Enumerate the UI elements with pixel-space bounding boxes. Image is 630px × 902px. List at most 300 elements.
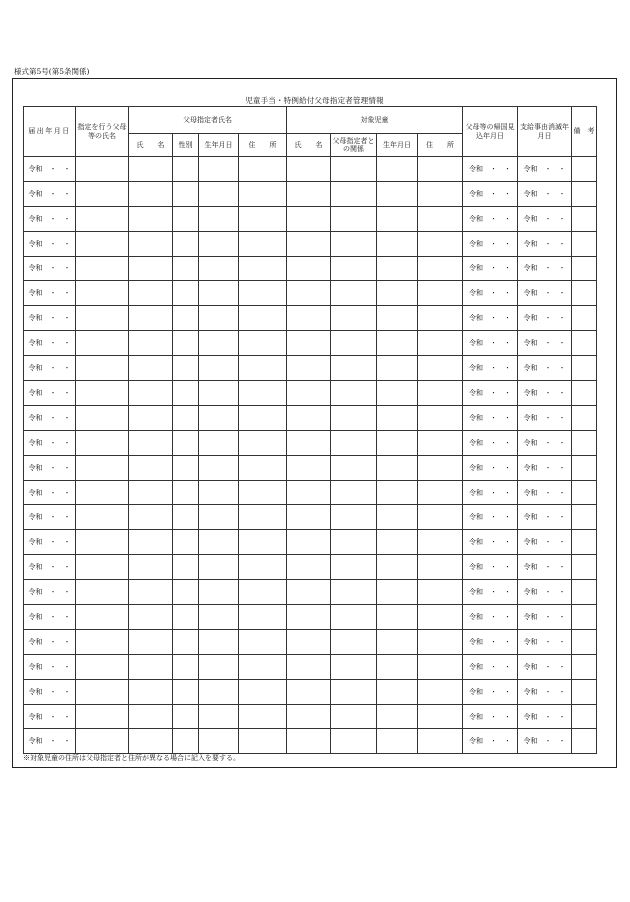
table-cell[interactable] [129, 605, 173, 630]
table-cell[interactable] [173, 605, 199, 630]
table-cell[interactable] [331, 306, 377, 331]
table-cell[interactable] [239, 679, 287, 704]
return-date-cell[interactable]: 令和 ・ ・ [463, 281, 518, 306]
table-cell[interactable] [239, 629, 287, 654]
table-cell[interactable] [572, 455, 597, 480]
cause-date-cell[interactable]: 令和 ・ ・ [518, 430, 572, 455]
table-cell[interactable] [287, 580, 331, 605]
table-cell[interactable] [76, 455, 129, 480]
table-cell[interactable] [572, 381, 597, 406]
table-cell[interactable] [572, 181, 597, 206]
table-cell[interactable] [173, 356, 199, 381]
return-date-cell[interactable]: 令和 ・ ・ [463, 331, 518, 356]
table-cell[interactable] [199, 605, 239, 630]
table-cell[interactable] [418, 704, 463, 729]
table-cell[interactable] [287, 505, 331, 530]
table-cell[interactable] [76, 654, 129, 679]
table-cell[interactable] [76, 430, 129, 455]
notification-date-cell[interactable]: 令和 ・ ・ [24, 256, 76, 281]
table-cell[interactable] [572, 679, 597, 704]
return-date-cell[interactable]: 令和 ・ ・ [463, 654, 518, 679]
table-cell[interactable] [239, 306, 287, 331]
cause-date-cell[interactable]: 令和 ・ ・ [518, 405, 572, 430]
table-cell[interactable] [239, 580, 287, 605]
cause-date-cell[interactable]: 令和 ・ ・ [518, 629, 572, 654]
table-cell[interactable] [377, 256, 418, 281]
table-cell[interactable] [287, 356, 331, 381]
table-cell[interactable] [331, 231, 377, 256]
cause-date-cell[interactable]: 令和 ・ ・ [518, 654, 572, 679]
table-cell[interactable] [173, 256, 199, 281]
table-cell[interactable] [287, 331, 331, 356]
return-date-cell[interactable]: 令和 ・ ・ [463, 430, 518, 455]
table-cell[interactable] [377, 206, 418, 231]
table-cell[interactable] [76, 679, 129, 704]
table-cell[interactable] [173, 455, 199, 480]
table-cell[interactable] [129, 356, 173, 381]
table-cell[interactable] [331, 605, 377, 630]
notification-date-cell[interactable]: 令和 ・ ・ [24, 430, 76, 455]
return-date-cell[interactable]: 令和 ・ ・ [463, 306, 518, 331]
table-cell[interactable] [76, 381, 129, 406]
table-cell[interactable] [572, 206, 597, 231]
table-cell[interactable] [199, 331, 239, 356]
return-date-cell[interactable]: 令和 ・ ・ [463, 256, 518, 281]
table-cell[interactable] [129, 555, 173, 580]
table-cell[interactable] [239, 729, 287, 754]
notification-date-cell[interactable]: 令和 ・ ・ [24, 181, 76, 206]
table-cell[interactable] [418, 256, 463, 281]
table-cell[interactable] [173, 580, 199, 605]
table-cell[interactable] [572, 356, 597, 381]
table-cell[interactable] [287, 679, 331, 704]
cause-date-cell[interactable]: 令和 ・ ・ [518, 704, 572, 729]
table-cell[interactable] [418, 381, 463, 406]
table-cell[interactable] [129, 206, 173, 231]
return-date-cell[interactable]: 令和 ・ ・ [463, 605, 518, 630]
table-cell[interactable] [199, 256, 239, 281]
cause-date-cell[interactable]: 令和 ・ ・ [518, 555, 572, 580]
table-cell[interactable] [287, 480, 331, 505]
table-cell[interactable] [199, 206, 239, 231]
table-cell[interactable] [129, 306, 173, 331]
table-cell[interactable] [76, 356, 129, 381]
table-cell[interactable] [377, 405, 418, 430]
table-cell[interactable] [199, 679, 239, 704]
table-cell[interactable] [239, 356, 287, 381]
notification-date-cell[interactable]: 令和 ・ ・ [24, 555, 76, 580]
table-cell[interactable] [173, 206, 199, 231]
table-cell[interactable] [331, 356, 377, 381]
cause-date-cell[interactable]: 令和 ・ ・ [518, 356, 572, 381]
notification-date-cell[interactable]: 令和 ・ ・ [24, 157, 76, 182]
table-cell[interactable] [239, 480, 287, 505]
cause-date-cell[interactable]: 令和 ・ ・ [518, 206, 572, 231]
table-cell[interactable] [377, 157, 418, 182]
table-cell[interactable] [129, 704, 173, 729]
notification-date-cell[interactable]: 令和 ・ ・ [24, 580, 76, 605]
table-cell[interactable] [199, 629, 239, 654]
table-cell[interactable] [129, 231, 173, 256]
table-cell[interactable] [199, 157, 239, 182]
notification-date-cell[interactable]: 令和 ・ ・ [24, 605, 76, 630]
table-cell[interactable] [173, 629, 199, 654]
table-cell[interactable] [377, 654, 418, 679]
table-cell[interactable] [287, 405, 331, 430]
table-cell[interactable] [572, 654, 597, 679]
table-cell[interactable] [287, 206, 331, 231]
cause-date-cell[interactable]: 令和 ・ ・ [518, 181, 572, 206]
cause-date-cell[interactable]: 令和 ・ ・ [518, 605, 572, 630]
return-date-cell[interactable]: 令和 ・ ・ [463, 704, 518, 729]
table-cell[interactable] [76, 231, 129, 256]
table-cell[interactable] [377, 629, 418, 654]
notification-date-cell[interactable]: 令和 ・ ・ [24, 455, 76, 480]
table-cell[interactable] [199, 654, 239, 679]
table-cell[interactable] [199, 505, 239, 530]
table-cell[interactable] [129, 505, 173, 530]
table-cell[interactable] [331, 206, 377, 231]
table-cell[interactable] [129, 729, 173, 754]
table-cell[interactable] [418, 405, 463, 430]
cause-date-cell[interactable]: 令和 ・ ・ [518, 729, 572, 754]
table-cell[interactable] [418, 505, 463, 530]
table-cell[interactable] [199, 231, 239, 256]
notification-date-cell[interactable]: 令和 ・ ・ [24, 381, 76, 406]
table-cell[interactable] [199, 356, 239, 381]
notification-date-cell[interactable]: 令和 ・ ・ [24, 231, 76, 256]
table-cell[interactable] [173, 654, 199, 679]
cause-date-cell[interactable]: 令和 ・ ・ [518, 679, 572, 704]
table-cell[interactable] [287, 281, 331, 306]
table-cell[interactable] [572, 231, 597, 256]
table-cell[interactable] [331, 654, 377, 679]
table-cell[interactable] [76, 256, 129, 281]
table-cell[interactable] [572, 629, 597, 654]
notification-date-cell[interactable]: 令和 ・ ・ [24, 306, 76, 331]
notification-date-cell[interactable]: 令和 ・ ・ [24, 405, 76, 430]
table-cell[interactable] [129, 629, 173, 654]
table-cell[interactable] [572, 580, 597, 605]
table-cell[interactable] [76, 704, 129, 729]
return-date-cell[interactable]: 令和 ・ ・ [463, 381, 518, 406]
table-cell[interactable] [199, 381, 239, 406]
table-cell[interactable] [287, 555, 331, 580]
table-cell[interactable] [199, 405, 239, 430]
table-cell[interactable] [418, 181, 463, 206]
return-date-cell[interactable]: 令和 ・ ・ [463, 555, 518, 580]
table-cell[interactable] [572, 430, 597, 455]
return-date-cell[interactable]: 令和 ・ ・ [463, 480, 518, 505]
table-cell[interactable] [76, 729, 129, 754]
notification-date-cell[interactable]: 令和 ・ ・ [24, 356, 76, 381]
table-cell[interactable] [129, 455, 173, 480]
table-cell[interactable] [331, 430, 377, 455]
table-cell[interactable] [129, 405, 173, 430]
notification-date-cell[interactable]: 令和 ・ ・ [24, 281, 76, 306]
table-cell[interactable] [173, 157, 199, 182]
table-cell[interactable] [287, 181, 331, 206]
table-cell[interactable] [331, 455, 377, 480]
return-date-cell[interactable]: 令和 ・ ・ [463, 181, 518, 206]
table-cell[interactable] [239, 605, 287, 630]
table-cell[interactable] [377, 679, 418, 704]
table-cell[interactable] [377, 505, 418, 530]
table-cell[interactable] [76, 629, 129, 654]
table-cell[interactable] [331, 679, 377, 704]
table-cell[interactable] [331, 405, 377, 430]
table-cell[interactable] [572, 405, 597, 430]
table-cell[interactable] [418, 605, 463, 630]
table-cell[interactable] [377, 231, 418, 256]
notification-date-cell[interactable]: 令和 ・ ・ [24, 729, 76, 754]
notification-date-cell[interactable]: 令和 ・ ・ [24, 704, 76, 729]
table-cell[interactable] [173, 480, 199, 505]
table-cell[interactable] [418, 331, 463, 356]
table-cell[interactable] [331, 256, 377, 281]
return-date-cell[interactable]: 令和 ・ ・ [463, 505, 518, 530]
table-cell[interactable] [129, 654, 173, 679]
table-cell[interactable] [572, 256, 597, 281]
table-cell[interactable] [199, 530, 239, 555]
table-cell[interactable] [377, 530, 418, 555]
notification-date-cell[interactable]: 令和 ・ ・ [24, 331, 76, 356]
table-cell[interactable] [173, 430, 199, 455]
table-cell[interactable] [572, 505, 597, 530]
table-cell[interactable] [173, 181, 199, 206]
table-cell[interactable] [418, 306, 463, 331]
notification-date-cell[interactable]: 令和 ・ ・ [24, 505, 76, 530]
table-cell[interactable] [199, 455, 239, 480]
cause-date-cell[interactable]: 令和 ・ ・ [518, 381, 572, 406]
table-cell[interactable] [76, 530, 129, 555]
table-cell[interactable] [418, 430, 463, 455]
table-cell[interactable] [331, 480, 377, 505]
table-cell[interactable] [199, 580, 239, 605]
table-cell[interactable] [199, 306, 239, 331]
notification-date-cell[interactable]: 令和 ・ ・ [24, 679, 76, 704]
table-cell[interactable] [418, 555, 463, 580]
table-cell[interactable] [572, 331, 597, 356]
table-cell[interactable] [331, 629, 377, 654]
notification-date-cell[interactable]: 令和 ・ ・ [24, 480, 76, 505]
table-cell[interactable] [377, 181, 418, 206]
table-cell[interactable] [331, 281, 377, 306]
table-cell[interactable] [331, 331, 377, 356]
table-cell[interactable] [239, 430, 287, 455]
return-date-cell[interactable]: 令和 ・ ・ [463, 157, 518, 182]
table-cell[interactable] [239, 505, 287, 530]
table-cell[interactable] [239, 530, 287, 555]
table-cell[interactable] [418, 654, 463, 679]
table-cell[interactable] [129, 430, 173, 455]
table-cell[interactable] [377, 331, 418, 356]
table-cell[interactable] [377, 729, 418, 754]
table-cell[interactable] [76, 331, 129, 356]
cause-date-cell[interactable]: 令和 ・ ・ [518, 231, 572, 256]
table-cell[interactable] [287, 430, 331, 455]
table-cell[interactable] [331, 555, 377, 580]
table-cell[interactable] [418, 580, 463, 605]
table-cell[interactable] [173, 405, 199, 430]
table-cell[interactable] [173, 505, 199, 530]
table-cell[interactable] [331, 381, 377, 406]
table-cell[interactable] [129, 256, 173, 281]
table-cell[interactable] [418, 629, 463, 654]
table-cell[interactable] [572, 480, 597, 505]
table-cell[interactable] [287, 231, 331, 256]
table-cell[interactable] [129, 157, 173, 182]
return-date-cell[interactable]: 令和 ・ ・ [463, 356, 518, 381]
table-cell[interactable] [287, 729, 331, 754]
table-cell[interactable] [173, 231, 199, 256]
return-date-cell[interactable]: 令和 ・ ・ [463, 405, 518, 430]
table-cell[interactable] [287, 157, 331, 182]
table-cell[interactable] [129, 281, 173, 306]
return-date-cell[interactable]: 令和 ・ ・ [463, 729, 518, 754]
notification-date-cell[interactable]: 令和 ・ ・ [24, 206, 76, 231]
cause-date-cell[interactable]: 令和 ・ ・ [518, 455, 572, 480]
table-cell[interactable] [76, 281, 129, 306]
return-date-cell[interactable]: 令和 ・ ・ [463, 455, 518, 480]
cause-date-cell[interactable]: 令和 ・ ・ [518, 505, 572, 530]
table-cell[interactable] [287, 530, 331, 555]
table-cell[interactable] [287, 704, 331, 729]
table-cell[interactable] [287, 654, 331, 679]
cause-date-cell[interactable]: 令和 ・ ・ [518, 306, 572, 331]
table-cell[interactable] [173, 381, 199, 406]
table-cell[interactable] [418, 679, 463, 704]
table-cell[interactable] [239, 704, 287, 729]
table-cell[interactable] [377, 480, 418, 505]
table-cell[interactable] [377, 555, 418, 580]
table-cell[interactable] [199, 704, 239, 729]
table-cell[interactable] [199, 555, 239, 580]
table-cell[interactable] [239, 281, 287, 306]
cause-date-cell[interactable]: 令和 ・ ・ [518, 157, 572, 182]
table-cell[interactable] [199, 480, 239, 505]
table-cell[interactable] [199, 729, 239, 754]
table-cell[interactable] [76, 157, 129, 182]
table-cell[interactable] [418, 281, 463, 306]
table-cell[interactable] [76, 605, 129, 630]
table-cell[interactable] [377, 356, 418, 381]
table-cell[interactable] [173, 555, 199, 580]
return-date-cell[interactable]: 令和 ・ ・ [463, 231, 518, 256]
table-cell[interactable] [377, 605, 418, 630]
table-cell[interactable] [239, 555, 287, 580]
return-date-cell[interactable]: 令和 ・ ・ [463, 629, 518, 654]
table-cell[interactable] [173, 704, 199, 729]
table-cell[interactable] [239, 231, 287, 256]
table-cell[interactable] [572, 605, 597, 630]
table-cell[interactable] [572, 157, 597, 182]
cause-date-cell[interactable]: 令和 ・ ・ [518, 530, 572, 555]
table-cell[interactable] [418, 729, 463, 754]
cause-date-cell[interactable]: 令和 ・ ・ [518, 480, 572, 505]
table-cell[interactable] [418, 206, 463, 231]
table-cell[interactable] [287, 306, 331, 331]
cause-date-cell[interactable]: 令和 ・ ・ [518, 331, 572, 356]
table-cell[interactable] [129, 580, 173, 605]
table-cell[interactable] [377, 281, 418, 306]
table-cell[interactable] [287, 455, 331, 480]
table-cell[interactable] [331, 729, 377, 754]
table-cell[interactable] [418, 455, 463, 480]
table-cell[interactable] [129, 480, 173, 505]
table-cell[interactable] [76, 181, 129, 206]
table-cell[interactable] [377, 430, 418, 455]
table-cell[interactable] [173, 331, 199, 356]
table-cell[interactable] [173, 729, 199, 754]
table-cell[interactable] [377, 580, 418, 605]
table-cell[interactable] [331, 505, 377, 530]
table-cell[interactable] [287, 381, 331, 406]
table-cell[interactable] [239, 405, 287, 430]
return-date-cell[interactable]: 令和 ・ ・ [463, 679, 518, 704]
table-cell[interactable] [239, 256, 287, 281]
table-cell[interactable] [199, 281, 239, 306]
cause-date-cell[interactable]: 令和 ・ ・ [518, 281, 572, 306]
table-cell[interactable] [173, 530, 199, 555]
table-cell[interactable] [129, 381, 173, 406]
table-cell[interactable] [572, 704, 597, 729]
table-cell[interactable] [76, 306, 129, 331]
table-cell[interactable] [129, 530, 173, 555]
table-cell[interactable] [418, 231, 463, 256]
table-cell[interactable] [572, 281, 597, 306]
table-cell[interactable] [76, 480, 129, 505]
table-cell[interactable] [377, 381, 418, 406]
table-cell[interactable] [572, 306, 597, 331]
table-cell[interactable] [239, 181, 287, 206]
table-cell[interactable] [239, 654, 287, 679]
table-cell[interactable] [173, 281, 199, 306]
table-cell[interactable] [76, 555, 129, 580]
table-cell[interactable] [239, 206, 287, 231]
table-cell[interactable] [331, 157, 377, 182]
table-cell[interactable] [287, 629, 331, 654]
return-date-cell[interactable]: 令和 ・ ・ [463, 580, 518, 605]
cause-date-cell[interactable]: 令和 ・ ・ [518, 256, 572, 281]
table-cell[interactable] [418, 356, 463, 381]
return-date-cell[interactable]: 令和 ・ ・ [463, 530, 518, 555]
table-cell[interactable] [129, 331, 173, 356]
table-cell[interactable] [331, 530, 377, 555]
table-cell[interactable] [418, 480, 463, 505]
return-date-cell[interactable]: 令和 ・ ・ [463, 206, 518, 231]
notification-date-cell[interactable]: 令和 ・ ・ [24, 629, 76, 654]
table-cell[interactable] [76, 580, 129, 605]
cause-date-cell[interactable]: 令和 ・ ・ [518, 580, 572, 605]
table-cell[interactable] [572, 530, 597, 555]
table-cell[interactable] [199, 430, 239, 455]
table-cell[interactable] [129, 181, 173, 206]
table-cell[interactable] [331, 704, 377, 729]
table-cell[interactable] [129, 679, 173, 704]
table-cell[interactable] [331, 580, 377, 605]
table-cell[interactable] [173, 306, 199, 331]
table-cell[interactable] [331, 181, 377, 206]
table-cell[interactable] [199, 181, 239, 206]
table-cell[interactable] [76, 505, 129, 530]
table-cell[interactable] [239, 381, 287, 406]
table-cell[interactable] [173, 679, 199, 704]
table-cell[interactable] [76, 206, 129, 231]
table-cell[interactable] [287, 605, 331, 630]
notification-date-cell[interactable]: 令和 ・ ・ [24, 530, 76, 555]
table-cell[interactable] [287, 256, 331, 281]
